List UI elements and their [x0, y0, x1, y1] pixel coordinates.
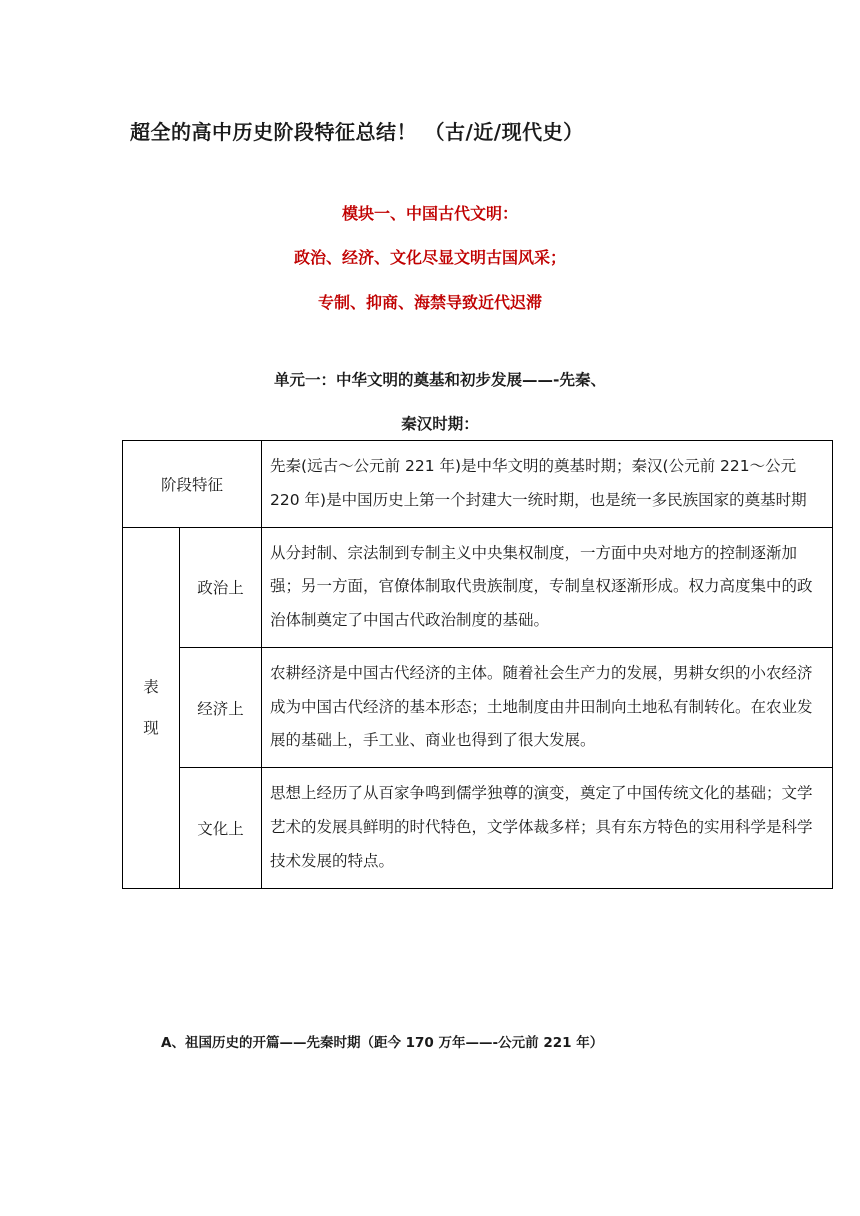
stage-characteristics-table: [122, 440, 833, 889]
economy-label-cell: 经济上: [180, 647, 262, 767]
politics-label-cell: 政治上: [180, 527, 262, 647]
culture-text-cell: 思想上经历了从百家争鸣到儒学独尊的演变，奠定了中国传统文化的基础；文学艺术的发展具鲜明的时代特色，文学体裁多样；具有东方特色的实用科学是科学技术发展的特点。: [262, 768, 833, 888]
module-heading: 模块一、中国古代文明：: [341, 204, 518, 223]
stage-label-cell: 阶段特征: [123, 441, 262, 528]
table-row-stage: [123, 441, 833, 528]
unit-heading: 单元一：中华文明的奠基和初步发展——-先秦、: [274, 371, 606, 389]
module-subtitle-2: 专制、抑商、海禁导致近代迟滞: [317, 293, 542, 312]
economy-text-cell: 农耕经济是中国古代经济的主体。随着社会生产力的发展，男耕女织的小农经济成为中国古代经济的基本形态；土地制度由井田制向土地私有制转化。在农业发展的基础上，手工业、商业也得到了很大发展。: [262, 647, 833, 767]
table-row-economy: [123, 647, 833, 767]
stage-text-cell: 先秦(远古～公元前 221 年)是中华文明的奠基时期；秦汉(公元前 221～公元 220 年)是中国历史上第一个封建大一统时期，也是统一多民族国家的奠基时期: [262, 441, 833, 528]
unit-heading-continued: 秦汉时期：: [401, 415, 479, 433]
module-subtitle-1: 政治、经济、文化尽显文明古国风采；: [293, 248, 566, 267]
performance-char-1: 表: [143, 678, 159, 697]
table-row-politics: [123, 527, 833, 647]
culture-label-cell: 文化上: [180, 768, 262, 888]
section-a-heading: A、祖国历史的开篇——先秦时期（距今 170 万年——-公元前 221 年）: [161, 1035, 604, 1051]
politics-text-cell: 从分封制、宗法制到专制主义中央集权制度，一方面中央对地方的控制逐渐加强；另一方面，官僚体制取代贵族制度，专制皇权逐渐形成。权力高度集中的政治体制奠定了中国古代政治制度的基础。: [262, 527, 833, 647]
document-title: 超全的高中历史阶段特征总结！ （古/近/现代史）: [130, 120, 584, 144]
performance-char-2: 现: [143, 718, 159, 737]
table-row-culture: [123, 768, 833, 888]
performance-label-cell: [123, 527, 180, 888]
